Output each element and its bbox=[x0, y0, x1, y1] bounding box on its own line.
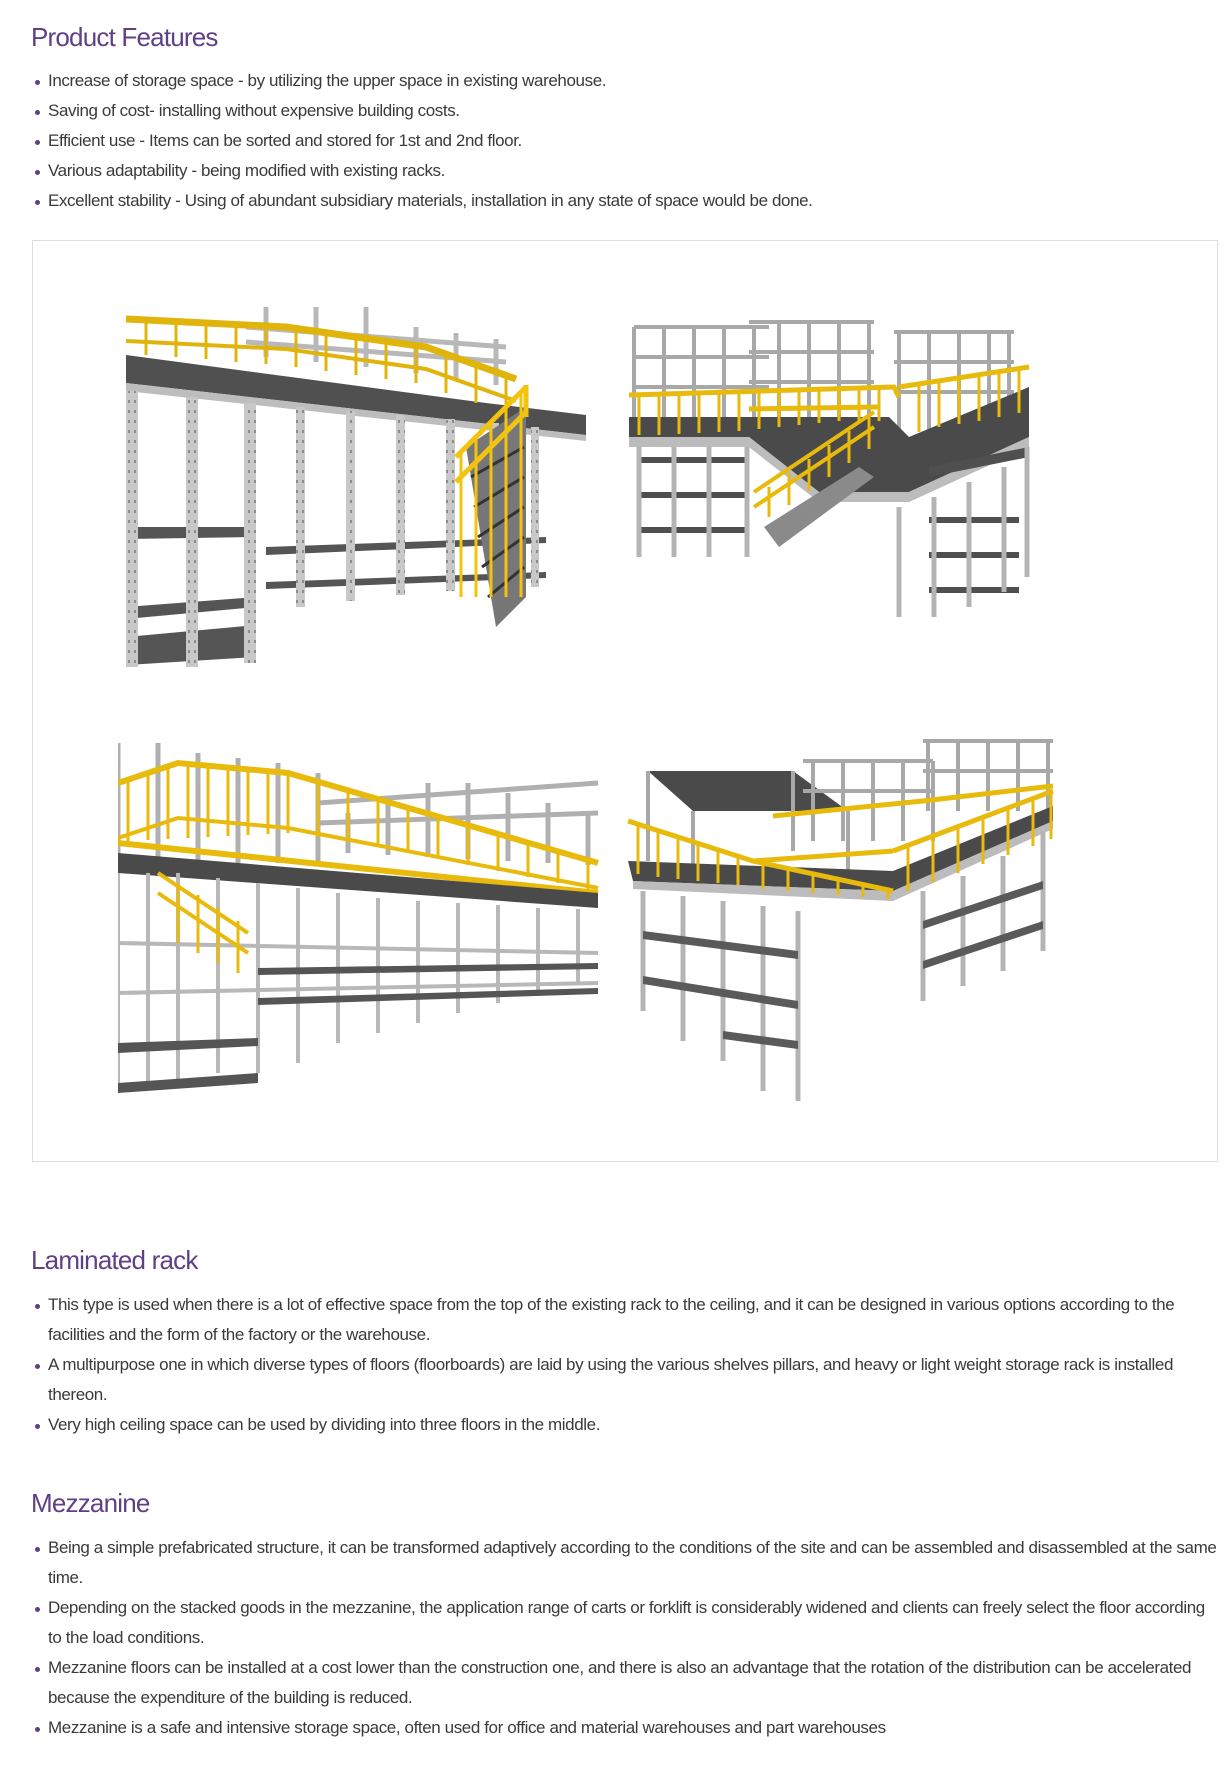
list-item: This type is used when there is a lot of effective space from the top of the existing rack to the ceiling, and it can be designed in various options according to the facilities and the form of the factory or the warehouse. bbox=[31, 1290, 1221, 1350]
list-item: Efficient use - Items can be sorted and stored for 1st and 2nd floor. bbox=[31, 126, 1221, 156]
product-features-heading: Product Features bbox=[31, 22, 218, 52]
product-features-list bbox=[31, 66, 1221, 216]
list-item: Very high ceiling space can be used by dividing into three floors in the middle. bbox=[31, 1410, 1221, 1440]
list-item: Depending on the stacked goods in the mezzanine, the application range of carts or forklift is considerably widened and clients can freely select the floor according to the load conditions. bbox=[31, 1593, 1221, 1653]
list-item: Various adaptability - being modified with existing racks. bbox=[31, 156, 1221, 186]
mezzanine-section bbox=[31, 1488, 1221, 1743]
mezzanine-heading: Mezzanine bbox=[31, 1488, 150, 1518]
list-item: Excellent stability - Using of abundant subsidiary materials, installation in any state of space would be done. bbox=[31, 186, 1221, 216]
laminated-rack-section bbox=[31, 1245, 1221, 1440]
list-item: Mezzanine floors can be installed at a cost lower than the construction one, and there is also an advantage that the rotation of the distribution can be accelerated because the expenditure of the building is reduced. bbox=[31, 1653, 1221, 1713]
mezzanine-image-gallery bbox=[32, 240, 1218, 1162]
product-features-section bbox=[31, 22, 1221, 216]
list-item: Being a simple prefabricated structure, it can be transformed adaptively according to the conditions of the site and can be assembled and disassembled at the same time. bbox=[31, 1533, 1221, 1593]
list-item: Saving of cost- installing without expensive building costs. bbox=[31, 96, 1221, 126]
render-laminated-rack-perspective bbox=[118, 743, 623, 1103]
laminated-rack-list bbox=[31, 1290, 1221, 1440]
render-mezzanine-staircase-perspective bbox=[126, 307, 621, 667]
list-item: Increase of storage space - by utilizing the upper space in existing warehouse. bbox=[31, 66, 1221, 96]
list-item: Mezzanine is a safe and intensive storage space, often used for office and material warehouses and part warehouses bbox=[31, 1713, 1221, 1743]
render-mezzanine-isometric-stairs bbox=[629, 317, 1169, 617]
mezzanine-list bbox=[31, 1533, 1221, 1743]
render-mezzanine-isometric-railing bbox=[623, 731, 1183, 1111]
laminated-rack-heading: Laminated rack bbox=[31, 1245, 198, 1275]
list-item: A multipurpose one in which diverse types of floors (floorboards) are laid by using the various shelves pillars, and heavy or light weight storage rack is installed thereon. bbox=[31, 1350, 1221, 1410]
